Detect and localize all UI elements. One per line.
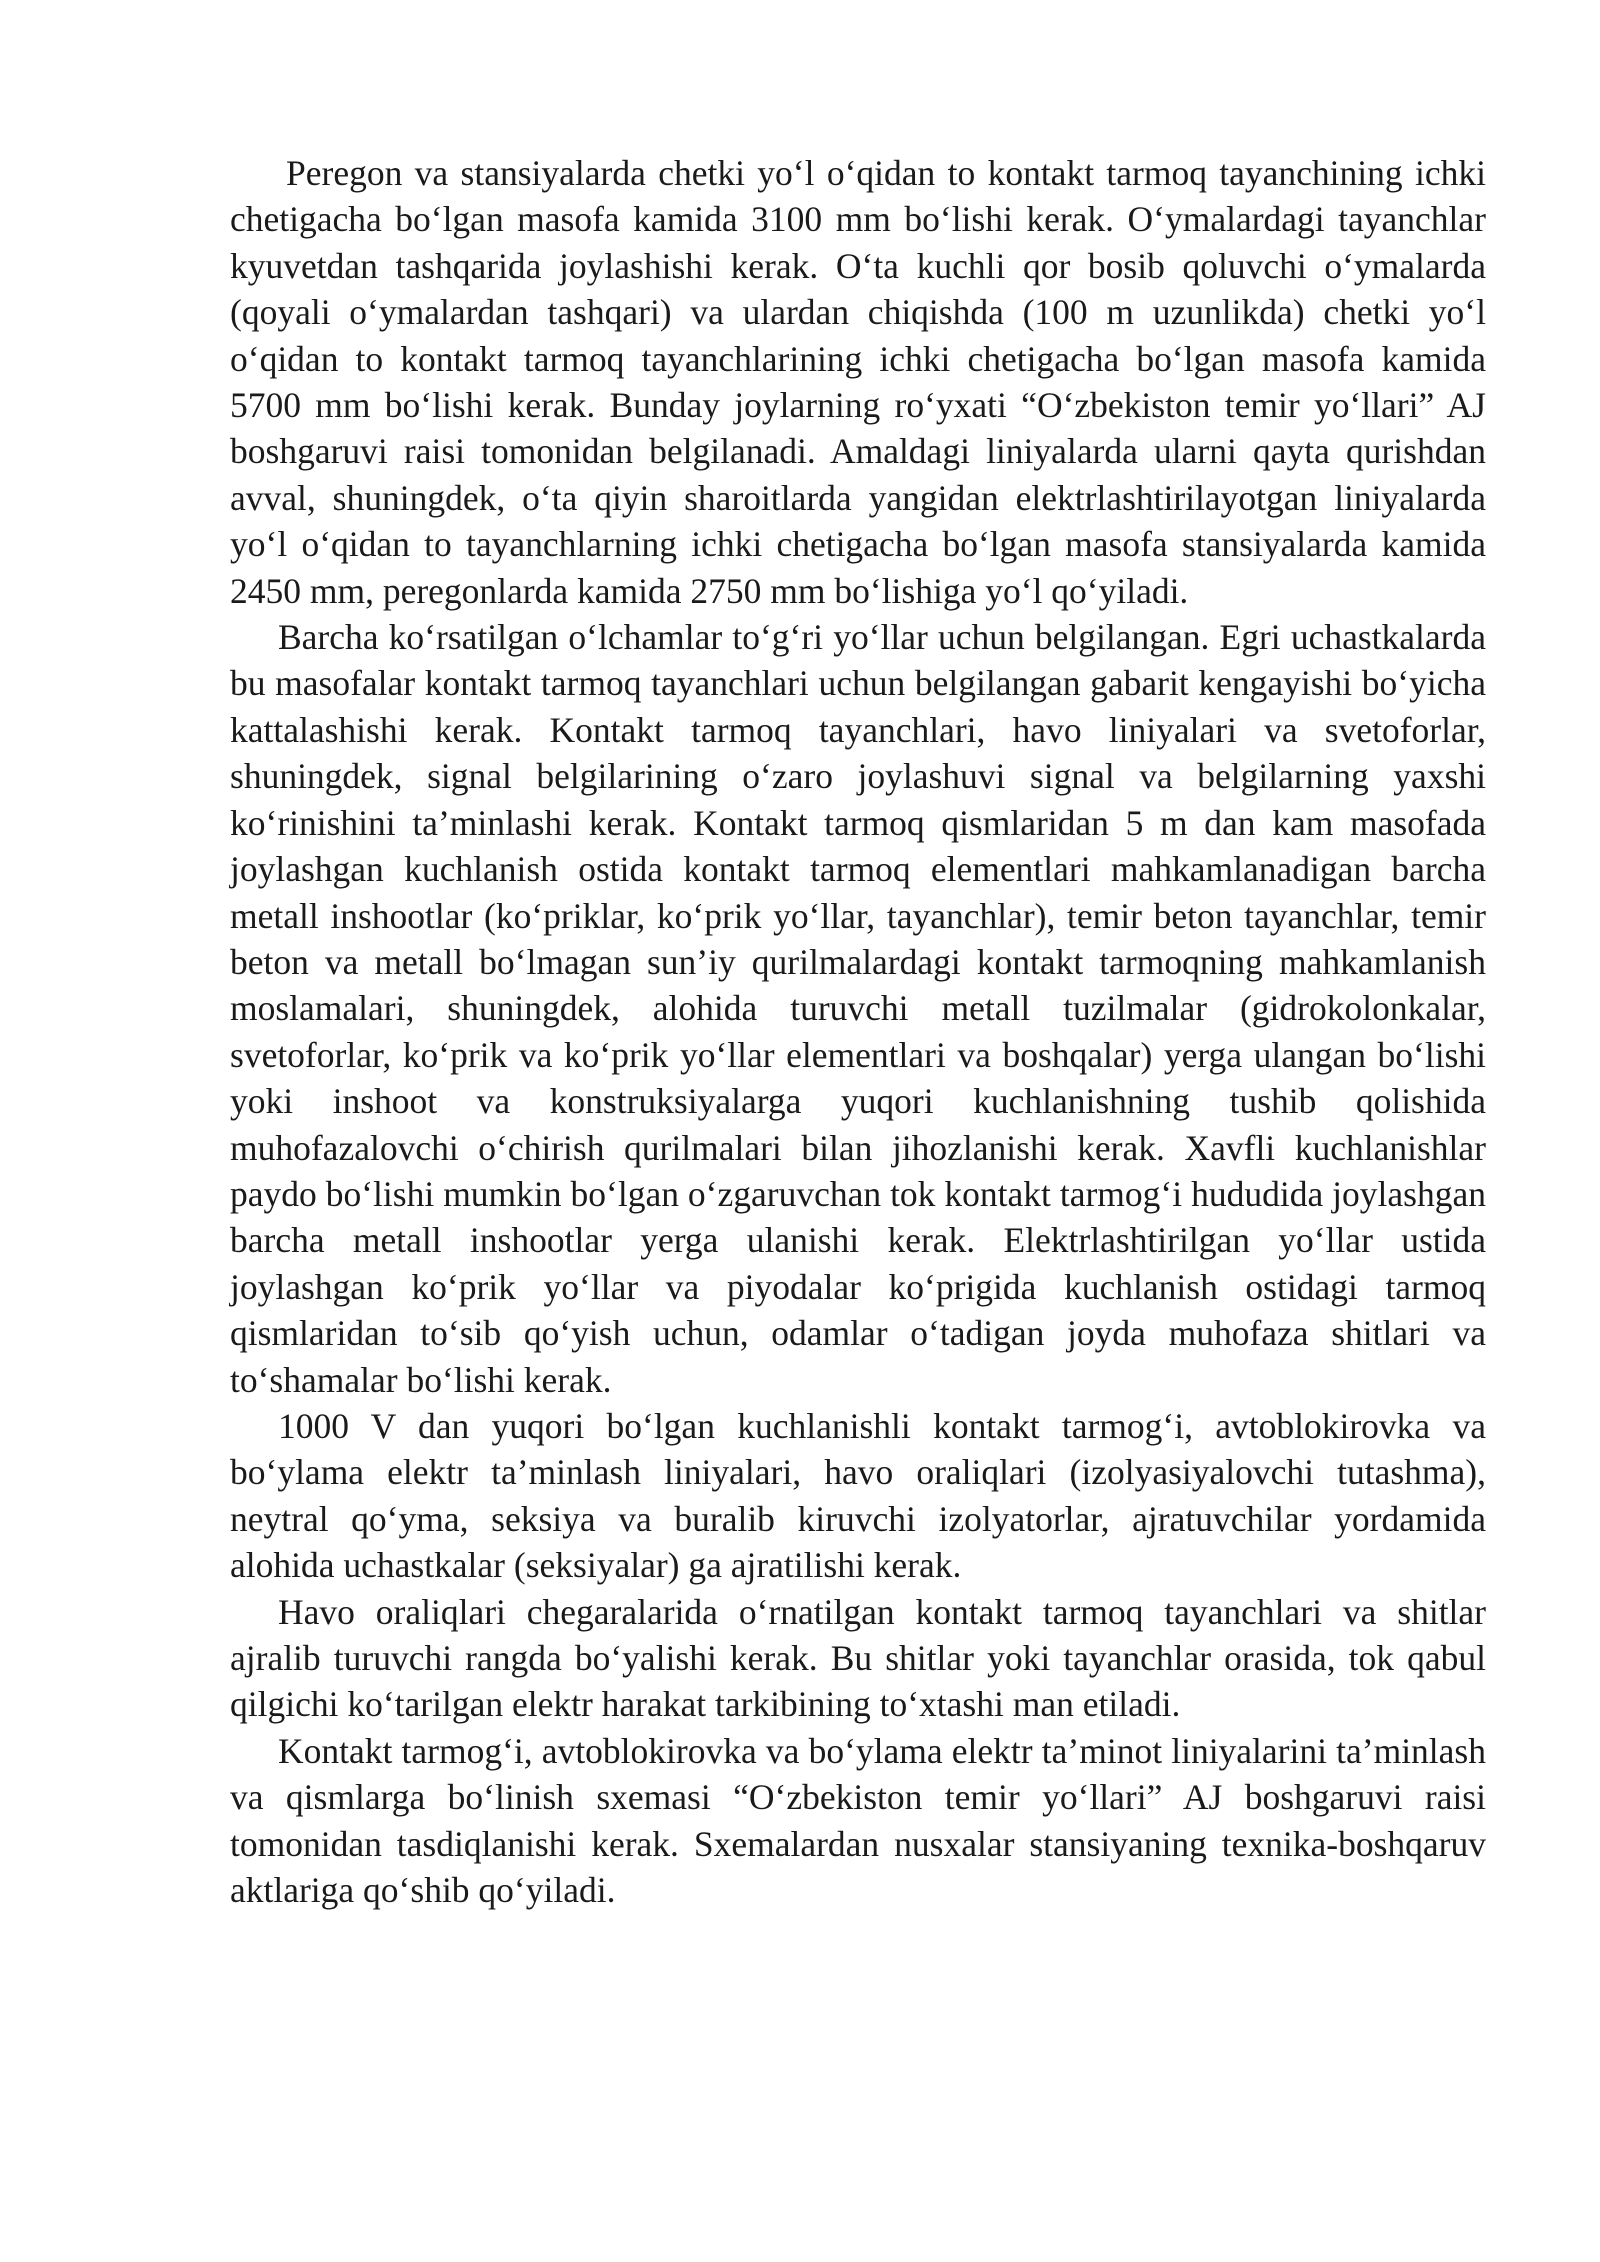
paragraph-3: 1000 V dan yuqori bo‘lgan kuchlanishli kontakt tarmog‘i, avtoblokirovka va bo‘ylama elektr ta’minlash liniyalari, havo oraliqlari (izolyasiyalovchi tutashma), neytral qo‘yma, seksiya va buralib kiruvchi izolyatorlar, ajratuvchilar yordamida alohida uchastkalar (seksiyalar) ga ajratilishi kerak.: [230, 1405, 1486, 1586]
document-body: [230, 150, 1486, 1913]
paragraph-1: Peregon va stansiyalarda chetki yo‘l o‘qidan to kontakt tarmoq tayanchining ichki chetigacha bo‘lgan masofa kamida 3100 mm bo‘lishi kerak. O‘ymalardagi tayanchlar kyuvetdan tashqarida joylashishi kerak. O‘ta kuchli qor bosib qoluvchi o‘ymalarda (qoyali o‘ymalardan tashqari) va ulardan chiqishda (100 m uzunlikda) chetki yo‘l o‘qidan to kontakt tarmoq tayanchlarining ichki chetigacha bo‘lgan masofa kamida 5700 mm bo‘lishi kerak. Bunday joylarning ro‘yxati “O‘zbekiston temir yo‘llari” AJ boshgaruvi raisi tomonidan belgilanadi. Amaldagi liniyalarda ularni qayta qurishdan avval, shuningdek, o‘ta qiyin sharoitlarda yangidan elektrlashtirilayotgan liniyalarda yo‘l o‘qidan to tayanchlarning ichki chetigacha bo‘lgan masofa stansiyalarda kamida 2450 mm, peregonlarda kamida 2750 mm bo‘lishiga yo‘l qo‘yiladi.: [230, 153, 1486, 611]
paragraph-5: Kontakt tarmog‘i, avtoblokirovka va bo‘ylama elektr ta’minot liniyalarini ta’minlash va qismlarga bo‘linish sxemasi “O‘zbekiston temir yo‘llari” AJ boshgaruvi raisi tomonidan tasdiqlanishi kerak. Sxemalardan nusxalar stansiyaning texnika-boshqaruv aktlariga qo‘shib qo‘yiladi.: [230, 1730, 1486, 1911]
paragraph-4: Havo oraliqlari chegaralarida o‘rnatilgan kontakt tarmoq tayanchlari va shitlar ajralib turuvchi rangda bo‘yalishi kerak. Bu shitlar yoki tayanchlar orasida, tok qabul qilgichi ko‘tarilgan elektr harakat tarkibining to‘xtashi man etiladi.: [230, 1591, 1486, 1725]
paragraph-2: Barcha ko‘rsatilgan o‘lchamlar to‘g‘ri yo‘llar uchun belgilangan. Egri uchastkalarda bu masofalar kontakt tarmoq tayanchlari uchun belgilangan gabarit kengayishi bo‘yicha kattalashishi kerak. Kontakt tarmoq tayanchlari, havo liniyalari va svetoforlar, shuningdek, signal belgilarining o‘zaro joylashuvi signal va belgilarning yaxshi ko‘rinishini ta’minlashi kerak. Kontakt tarmoq qismlaridan 5 m dan kam masofada joylashgan kuchlanish ostida kontakt tarmoq elementlari mahkamlanadigan barcha metall inshootlar (ko‘priklar, ko‘prik yo‘llar, tayanchlar), temir beton tayanchlar, temir beton va metall bo‘lmagan sun’iy qurilmalardagi kontakt tarmoqning mahkamlanish moslamalari, shuningdek, alohida turuvchi metall tuzilmalar (gidrokolonkalar, svetoforlar, ko‘prik va ko‘prik yo‘llar elementlari va boshqalar) yerga ulangan bo‘lishi yoki inshoot va konstruksiyalarga yuqori kuchlanishning tushib qolishida muhofazalovchi o‘chirish qurilmalari bilan jihozlanishi kerak. Xavfli kuchlanishlar paydo bo‘lishi mumkin bo‘lgan o‘zgaruvchan tok kontakt tarmog‘i hududida joylashgan barcha metall inshootlar yerga ulanishi kerak. Elektrlashtirilgan yo‘llar ustida joylashgan ko‘prik yo‘llar va piyodalar ko‘prigida kuchlanish ostidagi tarmoq qismlaridan to‘sib qo‘yish uchun, odamlar o‘tadigan joyda muhofaza shitlari va to‘shamalar bo‘lishi kerak.: [230, 617, 1486, 1400]
